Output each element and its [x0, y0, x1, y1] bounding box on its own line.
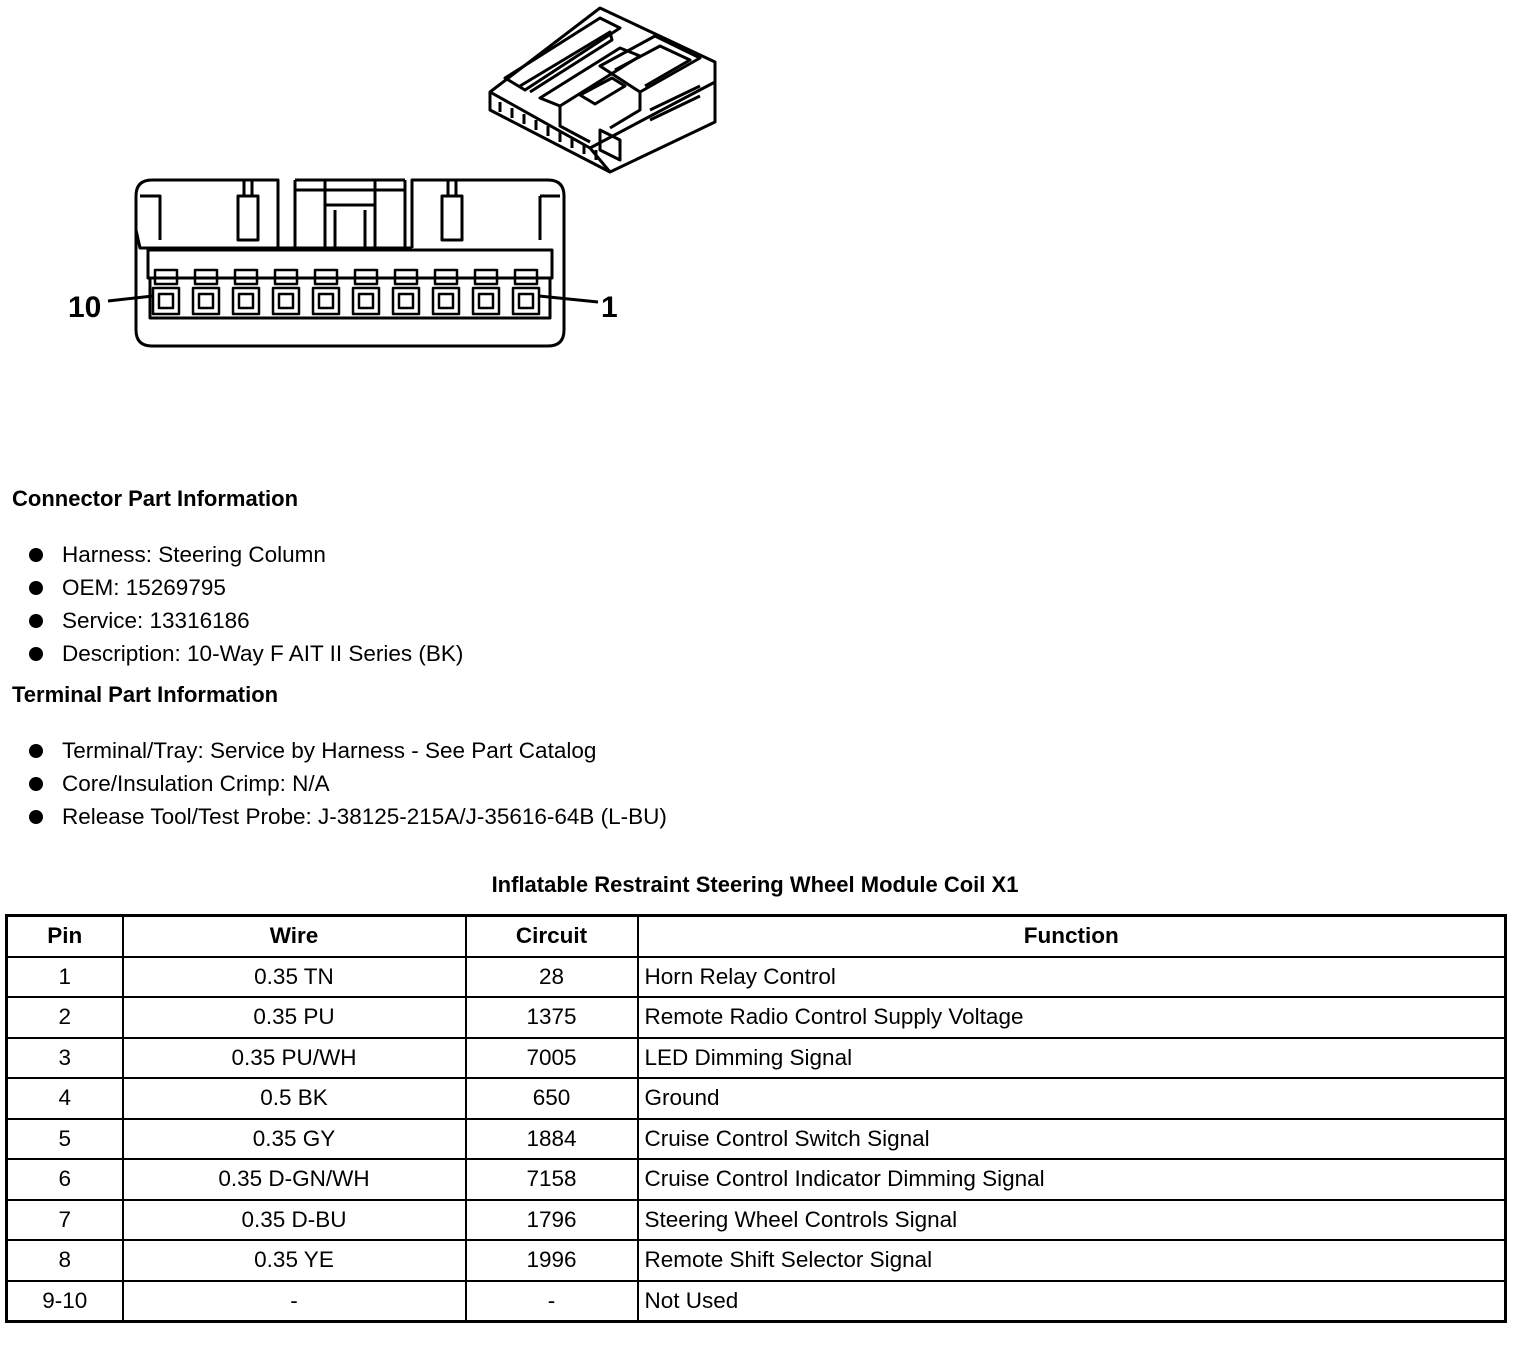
terminal-part-info-list — [0, 734, 667, 833]
oem-text: OEM: 15269795 — [62, 575, 226, 600]
wire-cell: 0.35 D-GN/WH — [123, 1159, 466, 1200]
pin-cell: 8 — [7, 1240, 123, 1281]
pin-cell: 7 — [7, 1200, 123, 1241]
wire-cell: 0.5 BK — [123, 1078, 466, 1119]
table-row — [7, 1240, 1506, 1281]
bullet-icon — [29, 614, 43, 628]
circuit-cell: 650 — [466, 1078, 638, 1119]
connector-front-view — [136, 180, 564, 346]
service-text: Service: 13316186 — [62, 608, 250, 633]
crimp-text: Core/Insulation Crimp: N/A — [62, 771, 330, 796]
connector-diagram — [0, 0, 760, 420]
circuit-cell: 1375 — [466, 997, 638, 1038]
list-item — [0, 800, 667, 833]
pin-cell: 4 — [7, 1078, 123, 1119]
table-title: Inflatable Restraint Steering Wheel Module Coil X1 — [491, 872, 1019, 897]
circuit-cell: - — [466, 1281, 638, 1322]
connector-isometric-view — [490, 8, 715, 172]
list-item — [0, 734, 667, 767]
wire-cell: 0.35 PU — [123, 997, 466, 1038]
pin-cell: 5 — [7, 1119, 123, 1160]
circuit-header: Circuit — [466, 916, 638, 957]
pin-cell: 6 — [7, 1159, 123, 1200]
pin-1-label: 1 — [601, 291, 618, 324]
list-item — [0, 571, 463, 604]
function-cell: Steering Wheel Controls Signal — [638, 1200, 1506, 1241]
circuit-cell: 7158 — [466, 1159, 638, 1200]
bullet-icon — [29, 744, 43, 758]
list-item — [0, 538, 463, 571]
table-row — [7, 1119, 1506, 1160]
description-text: Description: 10-Way F AIT II Series (BK) — [62, 641, 464, 666]
function-header: Function — [638, 916, 1506, 957]
table-row — [7, 1159, 1506, 1200]
wire-cell: 0.35 PU/WH — [123, 1038, 466, 1079]
table-header-row — [7, 916, 1506, 957]
connector-part-info-heading: Connector Part Information — [12, 486, 299, 511]
release-tool-text: Release Tool/Test Probe: J-38125-215A/J-35616-64B (L-BU) — [62, 804, 667, 829]
wire-header: Wire — [123, 916, 466, 957]
connector-illustration — [0, 0, 760, 420]
bullet-icon — [29, 777, 43, 791]
terminal-part-info-heading: Terminal Part Information — [12, 682, 279, 707]
circuit-cell: 28 — [466, 957, 638, 998]
function-cell: Cruise Control Switch Signal — [638, 1119, 1506, 1160]
table-row — [7, 1200, 1506, 1241]
function-cell: Remote Radio Control Supply Voltage — [638, 997, 1506, 1038]
list-item — [0, 767, 667, 800]
function-cell: Cruise Control Indicator Dimming Signal — [638, 1159, 1506, 1200]
bullet-icon — [29, 548, 43, 562]
wire-cell: - — [123, 1281, 466, 1322]
bullet-icon — [29, 810, 43, 824]
function-cell: LED Dimming Signal — [638, 1038, 1506, 1079]
circuit-cell: 7005 — [466, 1038, 638, 1079]
function-cell: Ground — [638, 1078, 1506, 1119]
bullet-icon — [29, 581, 43, 595]
pin-header: Pin — [7, 916, 123, 957]
bullet-icon — [29, 647, 43, 661]
pin-cell: 9-10 — [7, 1281, 123, 1322]
pin-cell: 2 — [7, 997, 123, 1038]
wire-cell: 0.35 D-BU — [123, 1200, 466, 1241]
function-cell: Not Used — [638, 1281, 1506, 1322]
table-row — [7, 1281, 1506, 1322]
terminal-tray-text: Terminal/Tray: Service by Harness - See Part Catalog — [62, 738, 597, 763]
list-item — [0, 637, 463, 670]
pin-10-label: 10 — [68, 291, 102, 324]
wire-cell: 0.35 YE — [123, 1240, 466, 1281]
list-item — [0, 604, 463, 637]
table-row — [7, 997, 1506, 1038]
table-row — [7, 957, 1506, 998]
connector-part-info-list — [0, 538, 463, 670]
pin-10-leader — [108, 296, 153, 301]
pin-cell: 3 — [7, 1038, 123, 1079]
pinout-table — [5, 914, 1507, 1323]
function-cell: Remote Shift Selector Signal — [638, 1240, 1506, 1281]
wire-cell: 0.35 GY — [123, 1119, 466, 1160]
pin-1-leader — [539, 296, 598, 302]
circuit-cell: 1996 — [466, 1240, 638, 1281]
table-row — [7, 1038, 1506, 1079]
pin-cell: 1 — [7, 957, 123, 998]
harness-text: Harness: Steering Column — [62, 542, 326, 567]
function-cell: Horn Relay Control — [638, 957, 1506, 998]
wire-cell: 0.35 TN — [123, 957, 466, 998]
circuit-cell: 1884 — [466, 1119, 638, 1160]
circuit-cell: 1796 — [466, 1200, 638, 1241]
table-row — [7, 1078, 1506, 1119]
